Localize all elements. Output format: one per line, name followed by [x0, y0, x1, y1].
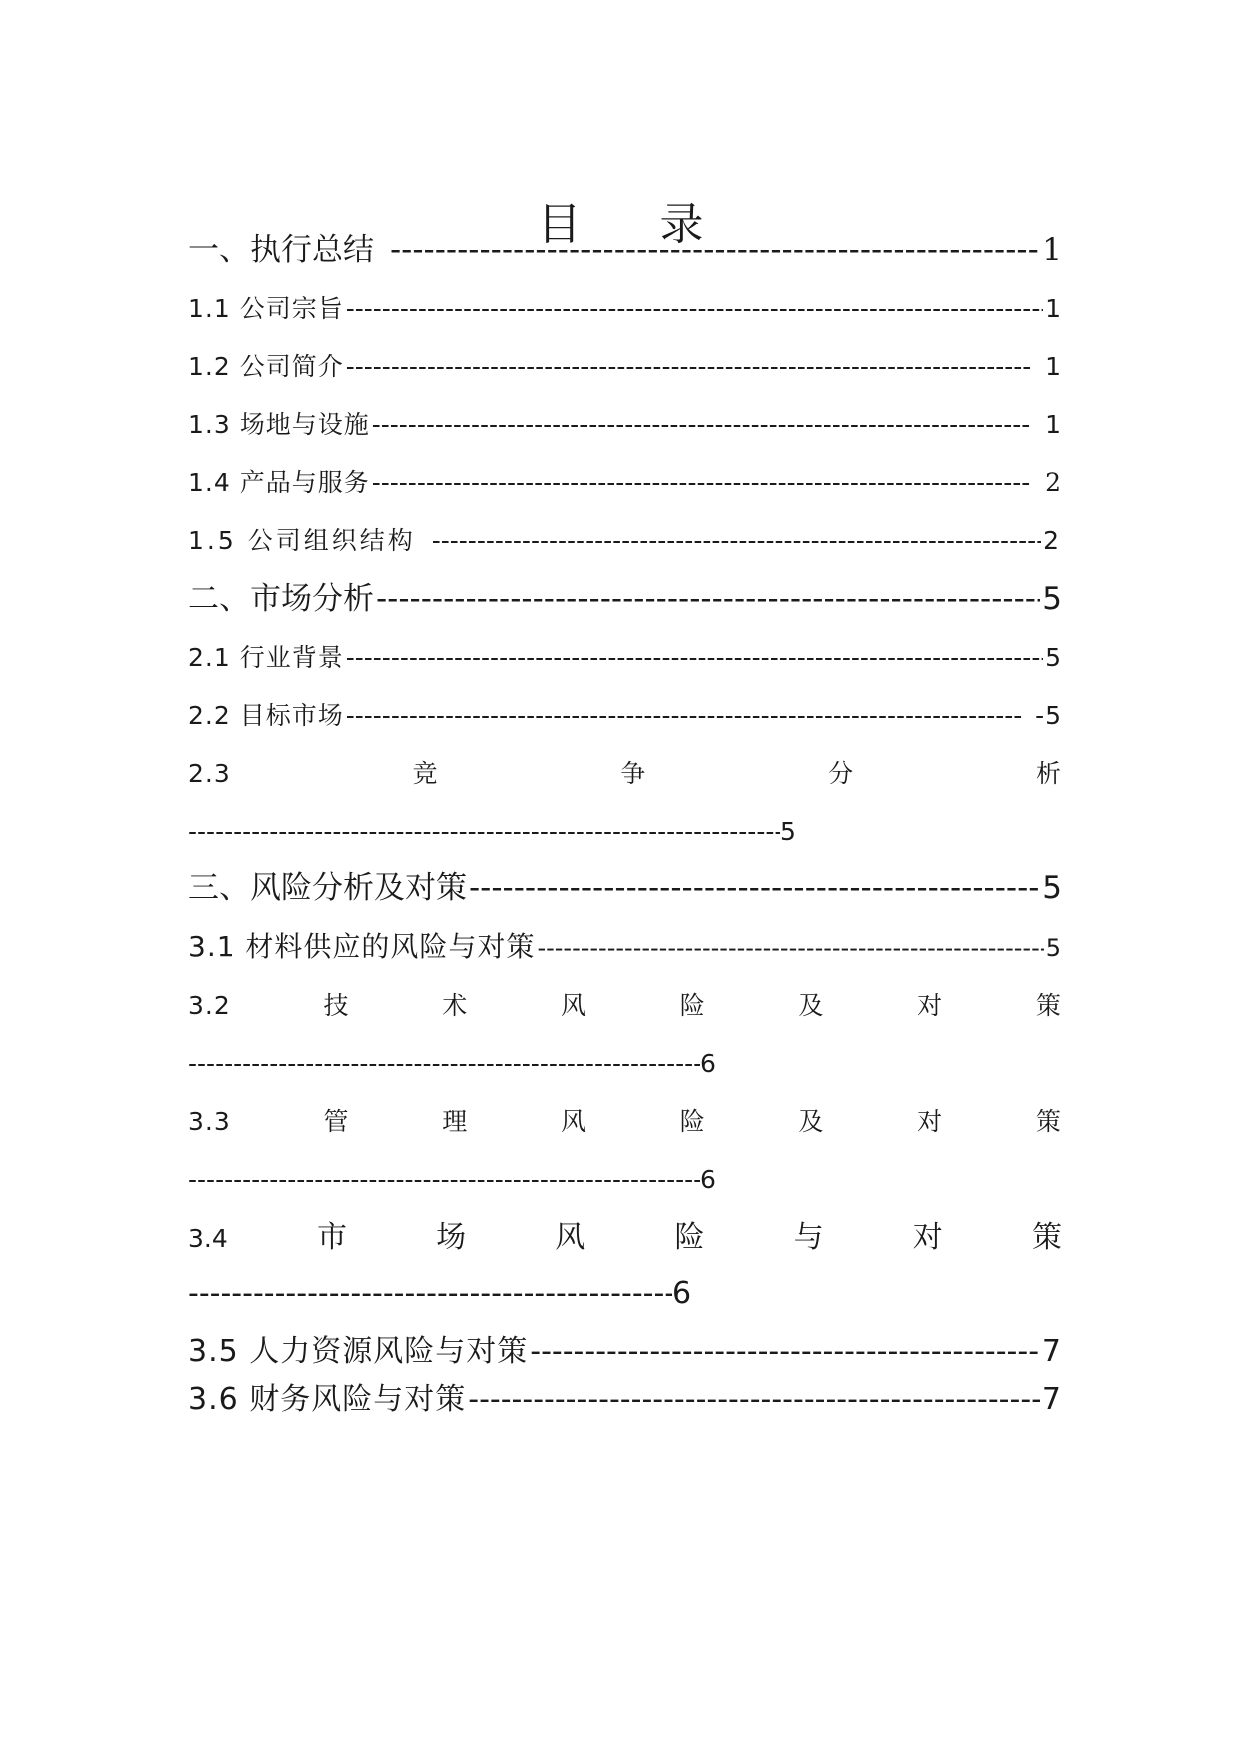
toc-entry-3-2[interactable]: [188, 984, 1062, 1028]
toc-page-number: 2: [1043, 526, 1062, 555]
toc-entry-3-4-leader-line: [188, 1274, 691, 1314]
toc-entry-char: 风: [560, 991, 587, 1020]
toc-page-number: 6: [700, 1049, 716, 1078]
toc-entry-char: 险: [679, 991, 706, 1020]
toc-entry-3-4[interactable]: [188, 1216, 1062, 1260]
toc-entry-char: 理: [442, 1107, 469, 1136]
toc-page-number: 6: [672, 1276, 692, 1311]
toc-entry-2-3[interactable]: [188, 752, 1062, 796]
toc-page-number: 5: [1042, 581, 1062, 617]
toc-entry-char: 分: [828, 759, 855, 788]
toc-entry-char: 策: [1035, 1107, 1062, 1136]
toc-page-number: 2: [1045, 468, 1062, 497]
toc-page-number: 5: [1045, 643, 1062, 672]
toc-leader-dashes: [346, 287, 1043, 331]
toc-entry-label: 1.5 公司组织结构: [188, 526, 416, 555]
toc-entry-3-3[interactable]: [188, 1100, 1062, 1144]
toc-entry-number: 3.4: [188, 1224, 228, 1253]
toc-entry-label: 一、执行总结: [188, 232, 374, 268]
toc-page-number: 5: [780, 817, 796, 846]
toc-entry-char: 及: [798, 1107, 825, 1136]
toc-entry-3-2-leader-line: [188, 1044, 716, 1084]
toc-page-number: 1: [1045, 410, 1062, 439]
toc-leader-dashes: [188, 1160, 700, 1200]
toc-page-number: 5: [1042, 870, 1062, 906]
toc-entry-risk-analysis[interactable]: [188, 866, 1062, 910]
toc-entry-market-analysis[interactable]: [188, 577, 1062, 621]
toc-page-number: 1: [1045, 294, 1062, 323]
toc-page-number: 1: [1042, 232, 1062, 268]
toc-leader-dashes: [390, 228, 1040, 272]
toc-entry-1-2[interactable]: [188, 345, 1062, 389]
toc-entry-3-1[interactable]: [188, 925, 1062, 969]
page-title: 目 录: [537, 199, 736, 250]
toc-page-number: 7: [1041, 1382, 1062, 1417]
toc-entry-label: 2.2 目标市场: [188, 701, 344, 730]
toc-leader-dashes: [346, 345, 1031, 389]
toc-leader-dashes: [372, 403, 1031, 447]
toc-entry-3-3-leader-line: [188, 1160, 716, 1200]
toc-leader-dashes: [530, 1330, 1040, 1374]
toc-page-number: 7: [1041, 1334, 1062, 1369]
toc-entry-char: 风: [560, 1107, 587, 1136]
toc-entry-label: 二、市场分析: [188, 581, 374, 617]
toc-leader-dashes: [469, 866, 1040, 910]
toc-leader-dashes: [376, 577, 1040, 621]
toc-entry-char: 与: [793, 1220, 824, 1255]
toc-entry-char: 竞: [412, 759, 439, 788]
toc-leader-dashes: [188, 1044, 700, 1084]
toc-page-number: -5: [1035, 701, 1062, 730]
toc-entry-char: 技: [323, 991, 350, 1020]
toc-leader-dashes: [346, 636, 1043, 680]
toc-entry-char: 策: [1031, 1220, 1062, 1255]
toc-entry-label: 1.4 产品与服务: [188, 468, 370, 497]
toc-entry-label: 3.1 材料供应的风险与对策: [188, 930, 536, 963]
toc-entry-1-1[interactable]: [188, 287, 1062, 331]
toc-entry-char: 风: [555, 1220, 586, 1255]
toc-entry-1-3[interactable]: [188, 403, 1062, 447]
toc-entry-2-2[interactable]: [188, 694, 1062, 738]
toc-leader-dashes: [468, 1378, 1040, 1422]
toc-leader-dashes: [537, 926, 1043, 969]
toc-entry-executive-summary[interactable]: [188, 228, 1062, 272]
toc-entry-char: 策: [1035, 991, 1062, 1020]
toc-entry-char: 术: [442, 991, 469, 1020]
toc-entry-label: 1.3 场地与设施: [188, 410, 370, 439]
toc-entry-char: 场: [436, 1220, 467, 1255]
toc-entry-char: 争: [620, 759, 647, 788]
toc-entry-char: 管: [323, 1107, 350, 1136]
toc-entry-char: 及: [798, 991, 825, 1020]
toc-entry-char: 险: [674, 1220, 705, 1255]
toc-entry-label: 3.5 人力资源风险与对策: [188, 1334, 529, 1369]
toc-entry-char: 险: [679, 1107, 706, 1136]
toc-entry-number: 3.2: [188, 991, 231, 1020]
toc-leader-dashes: [372, 461, 1031, 505]
toc-leader-dashes: [432, 519, 1041, 563]
toc-entry-label: 2.1 行业背景: [188, 643, 344, 672]
toc-entry-1-5[interactable]: [188, 519, 1062, 563]
toc-page-number: 5: [1045, 934, 1062, 962]
toc-entry-number: 2.3: [188, 759, 231, 788]
toc-leader-dashes: [188, 812, 780, 852]
toc-entry-label: 1.1 公司宗旨: [188, 294, 344, 323]
toc-entry-label: 3.6 财务风险与对策: [188, 1382, 467, 1417]
toc-entry-3-6[interactable]: [188, 1378, 1062, 1422]
toc-entry-label: 三、风险分析及对策: [188, 870, 467, 906]
toc-page-number: 6: [700, 1165, 716, 1194]
toc-entry-3-5[interactable]: [188, 1330, 1062, 1374]
toc-entry-number: 3.3: [188, 1107, 231, 1136]
toc-entry-label: 1.2 公司简介: [188, 352, 344, 381]
toc-leader-dashes: [188, 1274, 672, 1314]
toc-entry-char: 对: [917, 1107, 944, 1136]
toc-entry-char: 对: [912, 1220, 943, 1255]
toc-entry-1-4[interactable]: [188, 461, 1062, 505]
toc-leader-dashes: [346, 694, 1023, 738]
toc-entry-2-1[interactable]: [188, 636, 1062, 680]
toc-entry-2-3-leader-line: [188, 812, 796, 852]
toc-entry-char: 市: [316, 1220, 347, 1255]
toc-entry-char: 对: [917, 991, 944, 1020]
toc-entry-char: 析: [1035, 759, 1062, 788]
toc-page-number: 1: [1045, 352, 1062, 381]
